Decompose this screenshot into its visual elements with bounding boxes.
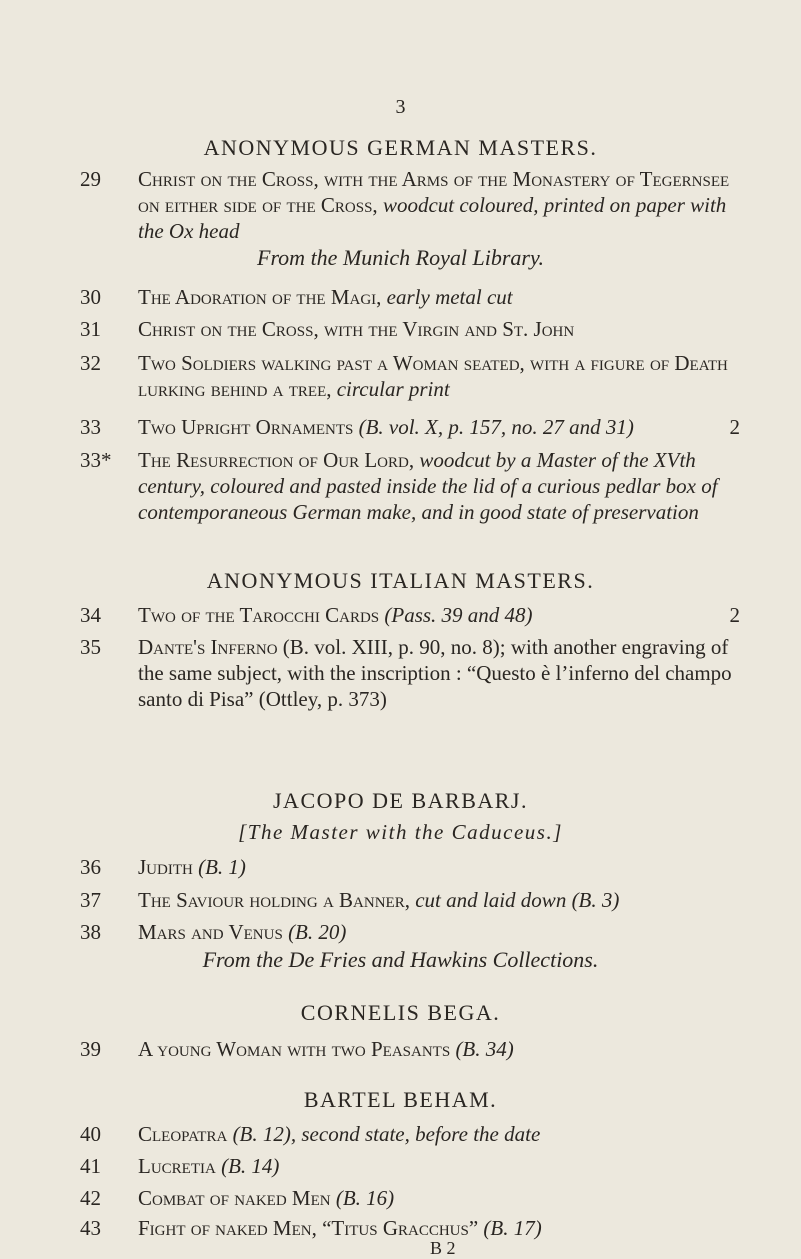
lot-title: Judith bbox=[138, 855, 193, 879]
lot-31 bbox=[80, 316, 740, 342]
lot-number: 43 bbox=[80, 1216, 101, 1240]
section-heading-bega: CORNELIS BEGA. bbox=[300, 1000, 501, 1025]
lot-title: Dante's Inferno bbox=[138, 635, 278, 659]
lot-title: Fight of naked Men, “Titus Gracchus” bbox=[138, 1216, 479, 1240]
lot-number: 32 bbox=[80, 351, 101, 375]
lot-number: 33* bbox=[80, 448, 112, 472]
lot-number: 38 bbox=[80, 920, 101, 944]
lot-39 bbox=[80, 1036, 740, 1062]
lot-title: The Resurrection of Our Lord, bbox=[138, 448, 415, 472]
lot-description: (B. 17) bbox=[483, 1216, 542, 1240]
lot-description: (B. 20) bbox=[288, 920, 347, 944]
lot-38 bbox=[80, 919, 740, 945]
lot-title: Cleopatra bbox=[138, 1122, 228, 1146]
lot-number: 33 bbox=[80, 415, 101, 439]
lot-number: 29 bbox=[80, 167, 101, 191]
lot-33 bbox=[80, 414, 740, 440]
lot-description: (B. 14) bbox=[221, 1154, 280, 1178]
lot-30 bbox=[80, 284, 740, 310]
lot-29 bbox=[80, 166, 740, 244]
lot-42 bbox=[80, 1185, 740, 1211]
lot-title: Combat of naked Men bbox=[138, 1186, 331, 1210]
lot-43 bbox=[80, 1215, 740, 1241]
lot-number: 34 bbox=[80, 603, 101, 627]
lot-number: 40 bbox=[80, 1122, 101, 1146]
lot-number: 35 bbox=[80, 635, 101, 659]
lot-title: Two Soldiers walking past a Woman seated, with a figure of Death lurking behind a tree, bbox=[138, 351, 728, 401]
lot-description: (Pass. 39 and 48) bbox=[384, 603, 533, 627]
lot-title: Lucretia bbox=[138, 1154, 216, 1178]
lot-37 bbox=[80, 887, 740, 913]
lot-number: 31 bbox=[80, 317, 101, 341]
lot-description: (B. vol. X, p. 157, no. 27 and 31) bbox=[358, 415, 634, 439]
section-heading-german: ANONYMOUS GERMAN MASTERS. bbox=[203, 135, 598, 160]
lot-35 bbox=[80, 634, 740, 712]
section-heading-italian: ANONYMOUS ITALIAN MASTERS. bbox=[206, 568, 595, 593]
lot-32 bbox=[80, 350, 740, 402]
lot-40 bbox=[80, 1121, 740, 1147]
lot-title: Christ on the Cross, with the Virgin and St. John bbox=[138, 317, 575, 341]
lot-number: 30 bbox=[80, 285, 101, 309]
lot-title: A young Woman with two Peasants bbox=[138, 1037, 451, 1061]
lot-number: 36 bbox=[80, 855, 101, 879]
signature-mark: B 2 bbox=[430, 1238, 456, 1258]
lot-34 bbox=[80, 602, 740, 628]
page-number: 3 bbox=[395, 96, 406, 118]
lot-quantity: 2 bbox=[729, 603, 740, 627]
lot-title: Mars and Venus bbox=[138, 920, 283, 944]
lot-description: woodcut by a Master of the XVth century, coloured and pasted inside the lid of a curious pedlar box of contemporaneous German make, and in good state of preservation bbox=[138, 448, 718, 524]
provenance-fries-hawkins: From the De Fries and Hawkins Collections. bbox=[202, 947, 599, 972]
lot-description: cut and laid down (B. 3) bbox=[415, 888, 620, 912]
lot-number: 37 bbox=[80, 888, 101, 912]
lot-36 bbox=[80, 854, 740, 880]
lot-title: Two Upright Ornaments bbox=[138, 415, 354, 439]
lot-41 bbox=[80, 1153, 740, 1179]
section-heading-beham: BARTEL BEHAM. bbox=[303, 1087, 498, 1112]
lot-title: The Saviour holding a Banner, bbox=[138, 888, 410, 912]
lot-description: (B. 1) bbox=[198, 855, 246, 879]
lot-33-star bbox=[80, 447, 740, 525]
lot-number: 39 bbox=[80, 1037, 101, 1061]
provenance-munich: From the Munich Royal Library. bbox=[257, 245, 544, 270]
lot-title: The Adoration of the Magi, bbox=[138, 285, 382, 309]
section-heading-barbari: JACOPO DE BARBARJ. bbox=[273, 788, 528, 813]
lot-description: early metal cut bbox=[386, 285, 513, 309]
lot-number: 41 bbox=[80, 1154, 101, 1178]
lot-quantity: 2 bbox=[729, 415, 740, 439]
lot-description: woodcut coloured, printed on paper with the Ox head bbox=[138, 193, 727, 243]
lot-description: (B. 34) bbox=[455, 1037, 514, 1061]
lot-description: (B. vol. XIII, p. 90, no. 8); with another engraving of the same subject, with the inscription : “Questo è l’inferno del champo santo di Pisa” (Ottley, p. 373) bbox=[138, 635, 732, 711]
lot-description: circular print bbox=[336, 377, 450, 401]
lot-title: Christ on the Cross, with the Arms of the Monastery of Tegernsee on either side of the Cross, bbox=[138, 167, 730, 217]
lot-description: (B. 16) bbox=[335, 1186, 395, 1210]
lot-title: Two of the Tarocchi Cards bbox=[138, 603, 380, 627]
section-subheading-barbari: [The Master with the Caduceus.] bbox=[238, 820, 563, 844]
lot-number: 42 bbox=[80, 1186, 101, 1210]
lot-description: (B. 12), second state, before the date bbox=[232, 1122, 541, 1146]
